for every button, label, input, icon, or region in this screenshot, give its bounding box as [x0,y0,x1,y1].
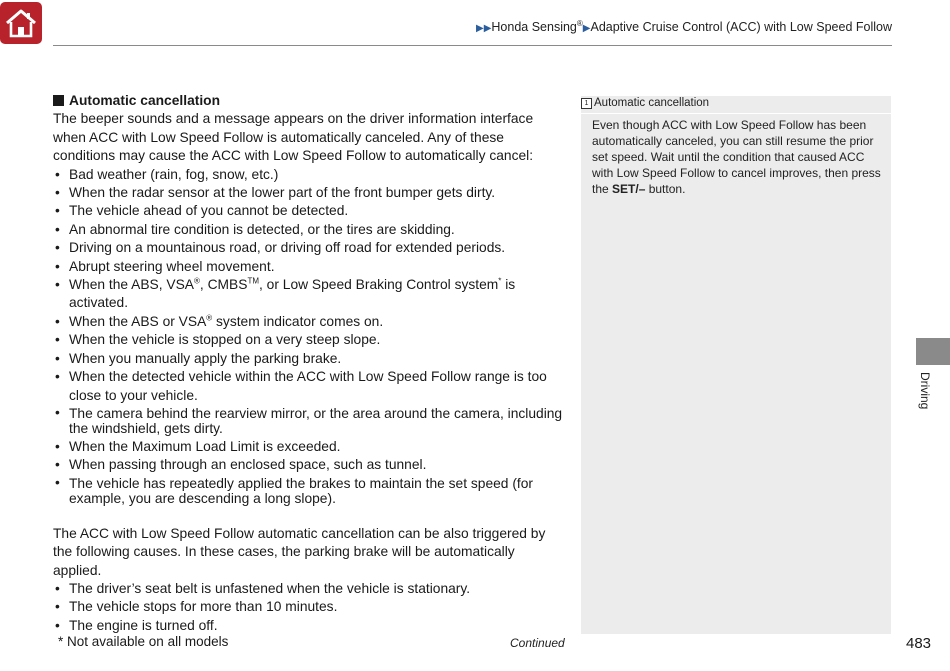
list-item: • Abrupt steering wheel movement. [53,258,563,276]
list-item: • The vehicle ahead of you cannot be detected. [53,202,563,220]
indicator-text-2: system indicator comes on. [212,313,384,329]
breadcrumb-acc[interactable]: Adaptive Cruise Control (ACC) with Low Speed Follow [590,20,892,34]
list-item: • When passing through an enclosed space, such as tunnel. [53,456,563,474]
list-item: • When the vehicle is stopped on a very steep slope. [53,331,563,349]
list-item: • Bad weather (rain, fog, snow, etc.) [53,166,563,184]
continued-label: Continued [510,636,565,650]
side-note-panel [581,96,891,634]
main-content [53,92,563,635]
list-item: • The engine is turned off. [53,617,563,635]
square-bullet-icon [53,95,64,106]
abs-text-2: , CMBS [199,277,248,293]
list-item: • When the radar sensor at the lower part of the front bumper gets dirty. [53,184,563,202]
note-icon: 1 [581,98,592,109]
arrow-right-icon: ▶ [582,23,591,34]
footnote-star: * [498,276,502,286]
page-number: 483 [906,635,932,652]
footnote: * Not available on all models [58,634,229,649]
home-icon [4,7,38,39]
side-note-text: Even though ACC with Low Speed Follow has been automatically canceled, you can still resume the prior set speed. Wait until the condition that caused ACC with Low Speed Follow to cancel improves, then press the [592,118,881,196]
breadcrumb [476,20,892,34]
side-note-text-end: button. [645,182,686,196]
list-item: • Driving on a mountainous road, or driving off road for extended periods. [53,239,563,257]
set-button-label: SET/– [612,182,646,196]
list-item: • The driver’s seat belt is unfastened when the vehicle is stationary. [53,580,563,598]
side-note-body [581,114,891,197]
header-divider [53,45,892,46]
abs-text-1: When the ABS, VSA [69,277,195,293]
list-item: • The vehicle stops for more than 10 minutes. [53,598,563,616]
home-button[interactable] [0,2,42,44]
list-item-abs [53,276,563,313]
section-title-text: Automatic cancellation [69,93,221,108]
second-paragraph: The ACC with Low Speed Follow automatic cancellation can be also triggered by the following causes. In these cases, the parking brake will be automatically applied. [53,525,546,578]
section-tab[interactable] [916,338,950,365]
list-item: • When you manually apply the parking brake. [53,350,563,368]
registered-mark: ® [194,276,200,286]
side-note-title: Automatic cancellation [594,97,710,109]
abs-text-3: , or Low Speed Braking Control system [259,277,499,293]
registered-mark: ® [206,313,213,323]
conditions-list [53,166,563,508]
list-item: • The camera behind the rearview mirror, or the area around the camera, including the windshield, gets dirty. [53,405,563,438]
registered-mark: ® [576,18,583,28]
list-item-indicator [53,313,563,331]
trademark-mark: TM [247,276,260,286]
indicator-text-1: When the ABS or VSA [69,313,207,329]
section-tab-label [912,372,936,432]
abs-text-4: is activated. [69,277,516,311]
list-item: • When the detected vehicle within the ACC with Low Speed Follow range is too close to your vehicle. [53,368,563,405]
breadcrumb-honda-sensing[interactable]: Honda Sensing [491,20,577,34]
list-item: • An abnormal tire condition is detected, or the tires are skidding. [53,221,563,239]
list-item: • When the Maximum Load Limit is exceeded. [53,438,563,456]
section-tab-text: Driving [918,372,932,410]
section-title [53,92,563,110]
side-note-heading [581,96,891,114]
list-item: • The vehicle has repeatedly applied the brakes to maintain the set speed (for example, you are descending a long slope). [53,475,563,508]
intro-paragraph: The beeper sounds and a message appears on the driver information interface when ACC with Low Speed Follow is automatically canceled. Any of these conditions may cause the ACC with Low Speed Follow to automatically cancel: [53,111,534,164]
causes-list [53,580,563,635]
arrow-right-icon: ▶▶ [476,23,492,34]
